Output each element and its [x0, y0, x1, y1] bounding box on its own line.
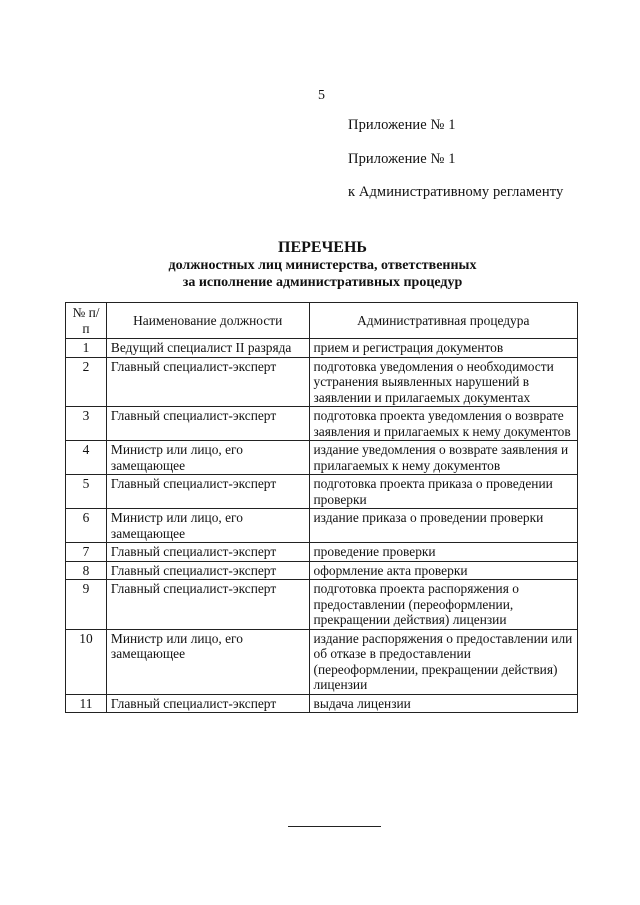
title-subtitle-2: за исполнение административных процедур	[182, 275, 463, 290]
page-number: 5	[318, 88, 325, 103]
appendix-line-1: Приложение № 1	[348, 117, 456, 133]
row-procedure: издание распоряжения о предоставлении или об отказе в предоставлении (переоформлении, прекращении действия) лицензии	[309, 629, 577, 694]
table-row	[66, 561, 578, 580]
row-position: Главный специалист-эксперт	[106, 561, 309, 580]
row-procedure: подготовка проекта уведомления о возврате заявления и прилагаемых к нему документов	[309, 407, 577, 441]
footer-divider	[288, 826, 381, 827]
row-position: Ведущий специалист II разряда	[106, 339, 309, 358]
table-row	[66, 543, 578, 562]
row-position: Министр или лицо, его замещающее	[106, 509, 309, 543]
row-position: Министр или лицо, его замещающее	[106, 629, 309, 694]
row-number: 5	[66, 475, 107, 509]
table-row	[66, 475, 578, 509]
table-header-row	[66, 303, 578, 339]
row-position: Главный специалист-эксперт	[106, 543, 309, 562]
row-position: Главный специалист-эксперт	[106, 475, 309, 509]
row-procedure: подготовка проекта распоряжения о предоставлении (переоформлении, прекращении действия) лицензии	[309, 580, 577, 630]
title-main: ПЕРЕЧЕНЬ	[278, 239, 367, 256]
row-procedure: издание уведомления о возврате заявления и прилагаемых к нему документов	[309, 441, 577, 475]
table-row	[66, 441, 578, 475]
table-row	[66, 357, 578, 407]
appendix-line-2: Приложение № 1	[348, 151, 456, 167]
row-number: 7	[66, 543, 107, 562]
row-number: 4	[66, 441, 107, 475]
row-position: Главный специалист-эксперт	[106, 407, 309, 441]
row-number: 2	[66, 357, 107, 407]
header-procedure: Административная процедура	[309, 303, 577, 339]
row-position: Главный специалист-эксперт	[106, 357, 309, 407]
table-row	[66, 694, 578, 713]
row-procedure: выдача лицензии	[309, 694, 577, 713]
appendix-line-3: к Административному регламенту	[348, 184, 564, 200]
row-number: 11	[66, 694, 107, 713]
row-number: 9	[66, 580, 107, 630]
title-subtitle-1: должностных лиц министерства, ответственных	[168, 258, 477, 273]
document-title	[60, 238, 585, 291]
row-number: 10	[66, 629, 107, 694]
header-position: Наименование должности	[106, 303, 309, 339]
table-row	[66, 509, 578, 543]
row-number: 1	[66, 339, 107, 358]
header-num: № п/п	[66, 303, 107, 339]
row-position: Главный специалист-эксперт	[106, 694, 309, 713]
row-procedure: прием и регистрация документов	[309, 339, 577, 358]
row-procedure: подготовка проекта приказа о проведении проверки	[309, 475, 577, 509]
table-row	[66, 407, 578, 441]
row-procedure: оформление акта проверки	[309, 561, 577, 580]
row-procedure: подготовка уведомления о необходимости устранения выявленных нарушений в заявлении и прилагаемых документах	[309, 357, 577, 407]
row-position: Министр или лицо, его замещающее	[106, 441, 309, 475]
row-number: 6	[66, 509, 107, 543]
row-position: Главный специалист-эксперт	[106, 580, 309, 630]
table-row	[66, 339, 578, 358]
table-row	[66, 580, 578, 630]
procedures-table	[65, 302, 578, 713]
row-number: 8	[66, 561, 107, 580]
row-procedure: проведение проверки	[309, 543, 577, 562]
row-number: 3	[66, 407, 107, 441]
table-row	[66, 629, 578, 694]
row-procedure: издание приказа о проведении проверки	[309, 509, 577, 543]
